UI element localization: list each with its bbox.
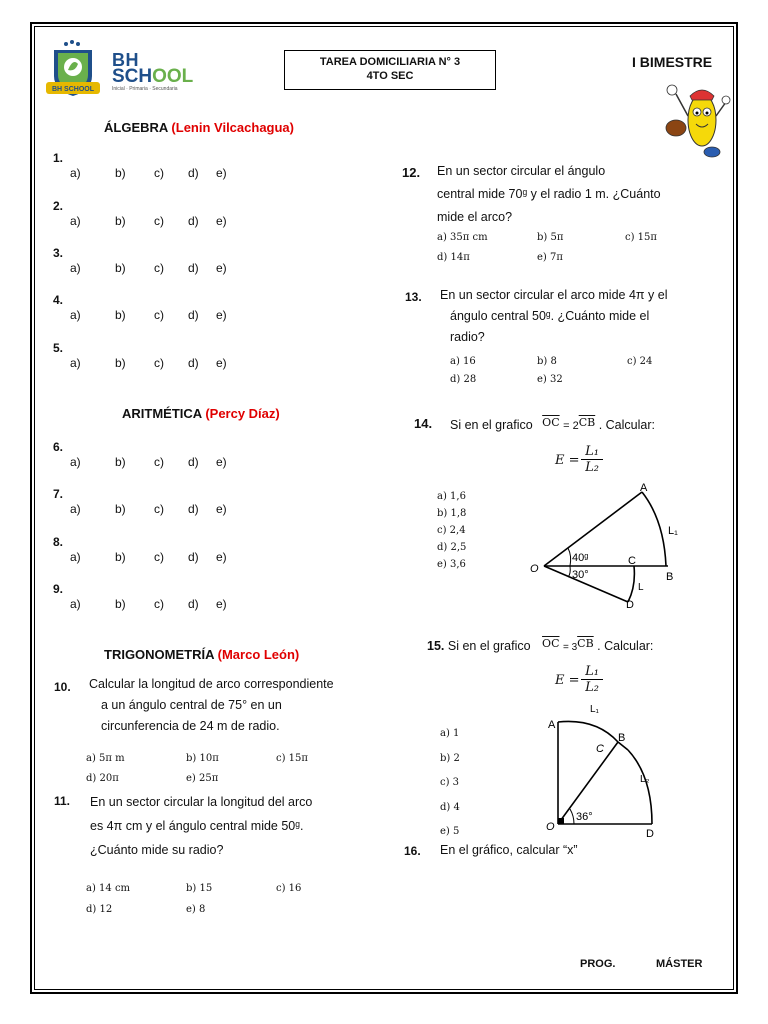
logo-title-school: SCHOOL (112, 66, 194, 87)
svg-text:40ᵍ: 40ᵍ (572, 552, 589, 564)
svg-text:L₁: L₁ (590, 704, 599, 715)
svg-text:A: A (640, 482, 648, 494)
title-line-1: TAREA DOMICILIARIA N° 3 (319, 56, 461, 68)
question-5-option-b: b) (115, 356, 126, 370)
bimestre-label: I BIMESTRE (632, 54, 713, 70)
q13-option-e: e) 32 (537, 374, 563, 385)
question-5-option-d: d) (188, 356, 199, 370)
question-6-number: 6. (53, 440, 64, 454)
svg-text:C: C (628, 555, 636, 567)
question-9-option-a: a) (70, 597, 81, 611)
q13-option-c: c) 24 (627, 356, 653, 367)
question-16-number: 16. (404, 844, 421, 858)
question-9-option-d: d) (188, 597, 199, 611)
question-7-option-b: b) (115, 502, 126, 516)
section-title-algebra: ÁLGEBRA (Lenin Vilcachagua) (104, 120, 294, 135)
q11-option-c: c) 16 (276, 883, 302, 894)
assignment-title (284, 50, 496, 90)
svg-text:L₁: L₁ (668, 525, 678, 537)
question-11-text: En un sector circular la longitud del arco es 4π cm y el ángulo central mide 50ᵍ. ¿Cuánto mide su radio? (90, 795, 313, 857)
mascot-illustration (664, 76, 734, 160)
title-line-2: 4TO SEC (366, 70, 414, 82)
question-6-option-e: e) (216, 455, 227, 469)
question-3-option-a: a) (70, 261, 81, 275)
q11-option-e: e) 8 (186, 904, 206, 915)
q12-option-a: a) 35π cm (437, 232, 488, 243)
question-2-option-d: d) (188, 214, 199, 228)
question-4-number: 4. (53, 293, 64, 307)
question-1-option-b: b) (115, 166, 126, 180)
question-4-option-a: a) (70, 308, 81, 322)
q12-option-d: d) 14π (437, 252, 470, 263)
svg-text:D: D (626, 599, 634, 610)
svg-text:L: L (638, 582, 644, 593)
q10-option-a: a) 5π m (86, 753, 125, 764)
svg-text:O: O (546, 821, 555, 833)
svg-text:36°: 36° (576, 811, 593, 823)
question-8-option-a: a) (70, 550, 81, 564)
badge-text: BH SCHOOL (52, 86, 94, 93)
question-2-option-c: c) (154, 214, 164, 228)
q13-option-a: a) 16 (450, 356, 476, 367)
question-4-option-c: c) (154, 308, 164, 322)
footer-master: MÁSTER (656, 958, 703, 970)
question-6-option-c: c) (154, 455, 164, 469)
question-14-text: Si en el grafico $\overline{OC} = 2\overline{CB}$ . Calcular: (450, 416, 655, 432)
question-9-number: 9. (53, 582, 64, 596)
svg-text:A: A (548, 719, 556, 731)
svg-text:O: O (530, 563, 539, 575)
question-5-number: 5. (53, 341, 64, 355)
question-8-option-e: e) (216, 550, 227, 564)
question-5-option-e: e) (216, 356, 227, 370)
question-15-number: 15. (427, 639, 445, 653)
question-7-number: 7. (53, 487, 64, 501)
question-2-number: 2. (53, 199, 64, 213)
svg-text:C: C (596, 743, 604, 755)
question-7-option-e: e) (216, 502, 227, 516)
question-1-option-a: a) (70, 166, 81, 180)
question-8-number: 8. (53, 535, 64, 549)
question-15-text: 15. Si en el grafico $\overline{OC} = 3\overline{CB}$ . Calcular: (427, 637, 654, 653)
question-3-option-c: c) (154, 261, 164, 275)
question-9-option-b: b) (115, 597, 126, 611)
question-2-option-b: b) (115, 214, 126, 228)
question-3-option-d: d) (188, 261, 199, 275)
question-1-option-c: c) (154, 166, 164, 180)
logo-title-bh: BH (112, 50, 139, 70)
question-1-option-e: e) (216, 166, 227, 180)
question-8-option-d: d) (188, 550, 199, 564)
question-4-option-e: e) (216, 308, 227, 322)
footer-prog: PROG. (580, 958, 616, 970)
question-5-option-c: c) (154, 356, 164, 370)
section-title-trigonometria: TRIGONOMETRÍA (Marco León) (104, 647, 300, 662)
section-title-aritmetica: ARITMÉTICA (Percy Díaz) (122, 406, 280, 421)
question-8-option-c: c) (154, 550, 164, 564)
question-6-option-a: a) (70, 455, 81, 469)
question-10-text: Calcular la longitud de arco correspondiente a un ángulo central de 75° en un circunferencia de 24 m de radio. (89, 677, 334, 733)
question-4-option-b: b) (115, 308, 126, 322)
svg-text:B: B (618, 732, 626, 744)
svg-text:30°: 30° (572, 569, 589, 581)
q15-sector-figure (540, 700, 680, 847)
question-9-option-c: c) (154, 597, 164, 611)
question-7-option-a: a) (70, 502, 81, 516)
question-10-number: 10. (54, 680, 71, 694)
svg-text:L₂: L₂ (640, 774, 650, 785)
question-4-option-d: d) (188, 308, 199, 322)
question-3-option-e: e) (216, 261, 227, 275)
q14-sector-figure (524, 480, 704, 615)
svg-text:B: B (666, 571, 674, 583)
question-7-option-c: c) (154, 502, 164, 516)
question-12-number: 12. (402, 165, 421, 180)
question-3-option-b: b) (115, 261, 126, 275)
q11-option-a: a) 14 cm (86, 883, 131, 894)
question-14-number: 14. (414, 416, 433, 431)
question-5-option-a: a) (70, 356, 81, 370)
q10-option-d: d) 20π (86, 773, 119, 784)
logo-subtitle: Inicial · Primaria · Secundaria (112, 86, 178, 92)
q11-option-b: b) 15 (186, 883, 213, 894)
q11-option-d: d) 12 (86, 904, 113, 915)
question-11-number: 11. (54, 794, 71, 808)
question-12-text: En un sector circular el ángulo central mide 70ᵍ y el radio 1 m. ¿Cuánto mide el arco? (437, 164, 661, 224)
question-1-option-d: d) (188, 166, 199, 180)
q12-option-e: e) 7π (537, 252, 563, 263)
q13-option-d: d) 28 (450, 374, 477, 385)
svg-text:D: D (646, 828, 654, 840)
question-16-text: En el gráfico, calcular “x” (440, 843, 578, 857)
q10-option-e: e) 25π (186, 773, 219, 784)
q10-option-b: b) 10π (186, 753, 219, 764)
question-8-option-b: b) (115, 550, 126, 564)
question-3-number: 3. (53, 246, 64, 260)
q12-option-b: b) 5π (537, 232, 564, 243)
question-2-option-e: e) (216, 214, 227, 228)
question-9-option-e: e) (216, 597, 227, 611)
question-6-option-b: b) (115, 455, 126, 469)
question-6-option-d: d) (188, 455, 199, 469)
q10-option-c: c) 15π (276, 753, 308, 764)
question-13-text: En un sector circular el arco mide 4π y el ángulo central 50ᵍ. ¿Cuánto mide el radio? (440, 288, 668, 344)
q12-option-c: c) 15π (625, 232, 657, 243)
question-13-number: 13. (405, 290, 422, 304)
q14-options: a) 1,6 b) 1,8 c) 2,4 d) 2,5 e) 3,6 (437, 491, 467, 570)
question-7-option-d: d) (188, 502, 199, 516)
school-logo (44, 40, 110, 102)
question-2-option-a: a) (70, 214, 81, 228)
q15-options: a) 1 b) 2 c) 3 d) 4 e) 5 (440, 728, 460, 837)
question-1-number: 1. (53, 151, 64, 165)
q13-option-b: b) 8 (537, 356, 557, 367)
